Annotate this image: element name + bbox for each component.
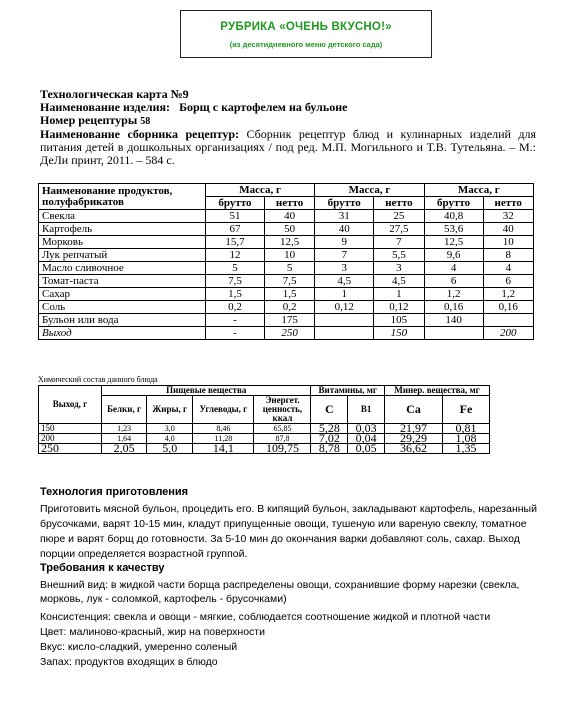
col-mass-2: Масса, г (315, 184, 424, 197)
mass-cell: 50 (264, 223, 314, 236)
mass-cell: 5 (264, 262, 314, 275)
table-row (39, 288, 534, 301)
banner-title: РУБРИКА «ОЧЕНЬ ВКУСНО!» (220, 21, 392, 33)
table-row (39, 210, 534, 223)
mass-cell (315, 314, 374, 327)
mass-cell: 0,16 (483, 301, 534, 314)
product-name: Морковь (39, 236, 206, 249)
mass-cell: 140 (424, 314, 483, 327)
mass-cell: 3 (374, 262, 424, 275)
mass-cell: 9 (315, 236, 374, 249)
mass-cell: 6 (424, 275, 483, 288)
card-header (40, 88, 536, 167)
tech-text: Приготовить мясной бульон, процедить его. В кипящий бульон, закладывают картофель, нарезанный брусочками, варят 10-15 мин, кладут припущенные овощи, тушеную или вареную свеклу, томатное пюре и варят борщ до готовности. За 5-10 мин до окончания варки добавляют соль, сахар. Выход порции определяется возрастной группой. (40, 503, 537, 560)
col-vit-b1: В1 (348, 396, 385, 424)
mass-cell: 4,5 (374, 275, 424, 288)
chem-cell: 36,62 (385, 444, 443, 454)
mass-cell (483, 314, 534, 327)
mass-cell: 12 (206, 249, 265, 262)
chem-cell: 0,04 (348, 434, 385, 444)
tech-title: Технология приготовления (40, 486, 189, 498)
banner-subtitle: (из десятидневного меню детского сада) (229, 40, 383, 49)
mass-cell: 15,7 (206, 236, 265, 249)
product-name: Картофель (39, 223, 206, 236)
quality-color: Цвет: малиново-красный, жир на поверхности (40, 626, 265, 638)
col-netto: нетто (264, 197, 314, 210)
chem-cell: 8,46 (193, 424, 254, 434)
chem-cell: 4,0 (147, 434, 193, 444)
table-row (39, 275, 534, 288)
dish-name-value: Борщ с картофелем на бульоне (179, 100, 348, 114)
mass-cell: 8 (483, 249, 534, 262)
mass-cell: 7,5 (264, 275, 314, 288)
mass-cell: 1,5 (264, 288, 314, 301)
product-name: Лук репчатый (39, 249, 206, 262)
mass-cell: 12,5 (264, 236, 314, 249)
mass-cell: 53,6 (424, 223, 483, 236)
group-minerals: Минер. вещества, мг (385, 386, 490, 396)
table-row (39, 223, 534, 236)
mass-cell: 0,2 (264, 301, 314, 314)
chem-cell: 14,1 (193, 444, 254, 454)
chem-cell: 109,75 (254, 444, 311, 454)
col-mass-1: Масса, г (206, 184, 315, 197)
chem-caption: Химический состав данного блюда (38, 375, 158, 384)
mass-cell: 105 (374, 314, 424, 327)
chem-cell: 3,0 (147, 424, 193, 434)
col-carbs: Углеводы, г (193, 396, 254, 424)
mass-cell: 40 (315, 223, 374, 236)
chem-cell: 1,35 (442, 444, 489, 454)
table-row (39, 444, 490, 454)
mass-cell: 7 (315, 249, 374, 262)
mass-cell: 40,8 (424, 210, 483, 223)
chem-cell: 11,28 (193, 434, 254, 444)
mass-cell: 31 (315, 210, 374, 223)
chem-cell: 0,81 (442, 424, 489, 434)
card-number: Технологическая карта №9 (40, 87, 189, 101)
mass-cell: 10 (264, 249, 314, 262)
ingredients-table (38, 183, 534, 340)
chem-cell: 1,08 (442, 434, 489, 444)
mass-cell: 5 (206, 262, 265, 275)
col-fe: Fe (442, 396, 489, 424)
group-nutrients: Пищевые вещества (102, 386, 311, 396)
col-brutto: брутто (315, 197, 374, 210)
mass-cell: - (206, 314, 265, 327)
collection-label: Наименование сборника рецептур: (40, 127, 240, 141)
mass-cell: 1,5 (206, 288, 265, 301)
mass-cell: 27,5 (374, 223, 424, 236)
mass-cell: 5,5 (374, 249, 424, 262)
table-row (39, 236, 534, 249)
chem-cell: 0,05 (348, 444, 385, 454)
recipe-number-value: 58 (140, 116, 151, 127)
mass-cell: 32 (483, 210, 534, 223)
mass-cell: 7 (374, 236, 424, 249)
col-brutto: брутто (206, 197, 265, 210)
mass-cell: 1,2 (483, 288, 534, 301)
chem-cell: 65,85 (254, 424, 311, 434)
mass-cell: 1 (315, 288, 374, 301)
chem-cell: 1,23 (102, 424, 147, 434)
mass-cell: 25 (374, 210, 424, 223)
mass-cell: 175 (264, 314, 314, 327)
mass-cell: 1,2 (424, 288, 483, 301)
chem-cell: 87,8 (254, 434, 311, 444)
chem-cell: 7,02 (311, 434, 348, 444)
mass-cell: 0,12 (315, 301, 374, 314)
chem-cell: 8,78 (311, 444, 348, 454)
mass-cell: 40 (264, 210, 314, 223)
yield-cell: 250 (39, 444, 102, 454)
mass-cell: 4 (424, 262, 483, 275)
yield-cell (315, 327, 374, 340)
yield-cell: - (206, 327, 265, 340)
collection-value: Сборник рецептур блюд и кулинарных изделий для питания детей в дошкольных организациях / под ред. М.П. Могильного и Т.В. Тутельяна. – М.: ДеЛи принт, 2011. – 584 с. (40, 127, 537, 167)
mass-cell: 0,16 (424, 301, 483, 314)
mass-cell: 1 (374, 288, 424, 301)
yield-cell (424, 327, 483, 340)
product-name: Бульон или вода (39, 314, 206, 327)
col-brutto: брутто (424, 197, 483, 210)
mass-cell: 40 (483, 223, 534, 236)
mass-cell: 67 (206, 223, 265, 236)
product-name: Соль (39, 301, 206, 314)
chem-cell: 0,03 (348, 424, 385, 434)
chem-table (38, 385, 490, 454)
table-row (39, 262, 534, 275)
yield-cell: 150 (39, 424, 102, 434)
col-ca: Са (385, 396, 443, 424)
chem-cell: 21,97 (385, 424, 443, 434)
collection-line (40, 128, 536, 167)
col-mass-3: Масса, г (424, 184, 533, 197)
table-row (39, 314, 534, 327)
chem-cell: 2,05 (102, 444, 147, 454)
product-name: Масло сливочное (39, 262, 206, 275)
mass-cell: 6 (483, 275, 534, 288)
mass-cell: 4 (483, 262, 534, 275)
col-energy: Энергет. ценность, ккал (254, 396, 311, 424)
quality-smell: Запах: продуктов входящих в блюдо (40, 656, 218, 668)
chem-cell: 1,64 (102, 434, 147, 444)
product-name: Свекла (39, 210, 206, 223)
mass-cell: 4,5 (315, 275, 374, 288)
mass-cell: 7,5 (206, 275, 265, 288)
yield-cell: 200 (483, 327, 534, 340)
chem-cell: 5,0 (147, 444, 193, 454)
table-row (39, 301, 534, 314)
mass-cell: 51 (206, 210, 265, 223)
mass-cell: 12,5 (424, 236, 483, 249)
col-fat: Жиры, г (147, 396, 193, 424)
quality-appearance: Внешний вид: в жидкой части борща распределены овощи, сохранившие форму нарезки (свекла, морковь, лук - соломкой, картофель - брусочками) (40, 579, 520, 605)
product-name: Сахар (39, 288, 206, 301)
quality-title: Требования к качеству (40, 562, 165, 574)
yield-label: Выход (39, 327, 206, 340)
col-netto: нетто (374, 197, 424, 210)
yield-cell: 150 (374, 327, 424, 340)
mass-cell: 3 (315, 262, 374, 275)
quality-consistency: Консистенция: свекла и овощи - мягкие, соблюдается соотношение жидкой и плотной части (40, 611, 491, 623)
col-protein: Белки, г (102, 396, 147, 424)
product-name: Томат-паста (39, 275, 206, 288)
mass-cell: 0,2 (206, 301, 265, 314)
mass-cell: 0,12 (374, 301, 424, 314)
group-vitamins: Витамины, мг (311, 386, 385, 396)
quality-taste: Вкус: кисло-сладкий, умеренно соленый (40, 641, 238, 653)
mass-cell: 9,6 (424, 249, 483, 262)
recipe-number-line (40, 114, 536, 128)
dish-name-label: Наименование изделия: (40, 100, 171, 114)
col-netto: нетто (483, 197, 534, 210)
yield-cell: 200 (39, 434, 102, 444)
rubric-banner (180, 10, 432, 58)
yield-cell: 250 (264, 327, 314, 340)
col-product-name: Наименование продуктов, полуфабрикатов (39, 184, 206, 210)
col-vit-c: С (311, 396, 348, 424)
chem-cell: 5,28 (311, 424, 348, 434)
mass-cell: 10 (483, 236, 534, 249)
table-row (39, 249, 534, 262)
yield-row (39, 327, 534, 340)
chem-cell: 29,29 (385, 434, 443, 444)
recipe-number-label: Номер рецептуры (40, 113, 138, 127)
col-yield: Выход, г (39, 386, 102, 424)
